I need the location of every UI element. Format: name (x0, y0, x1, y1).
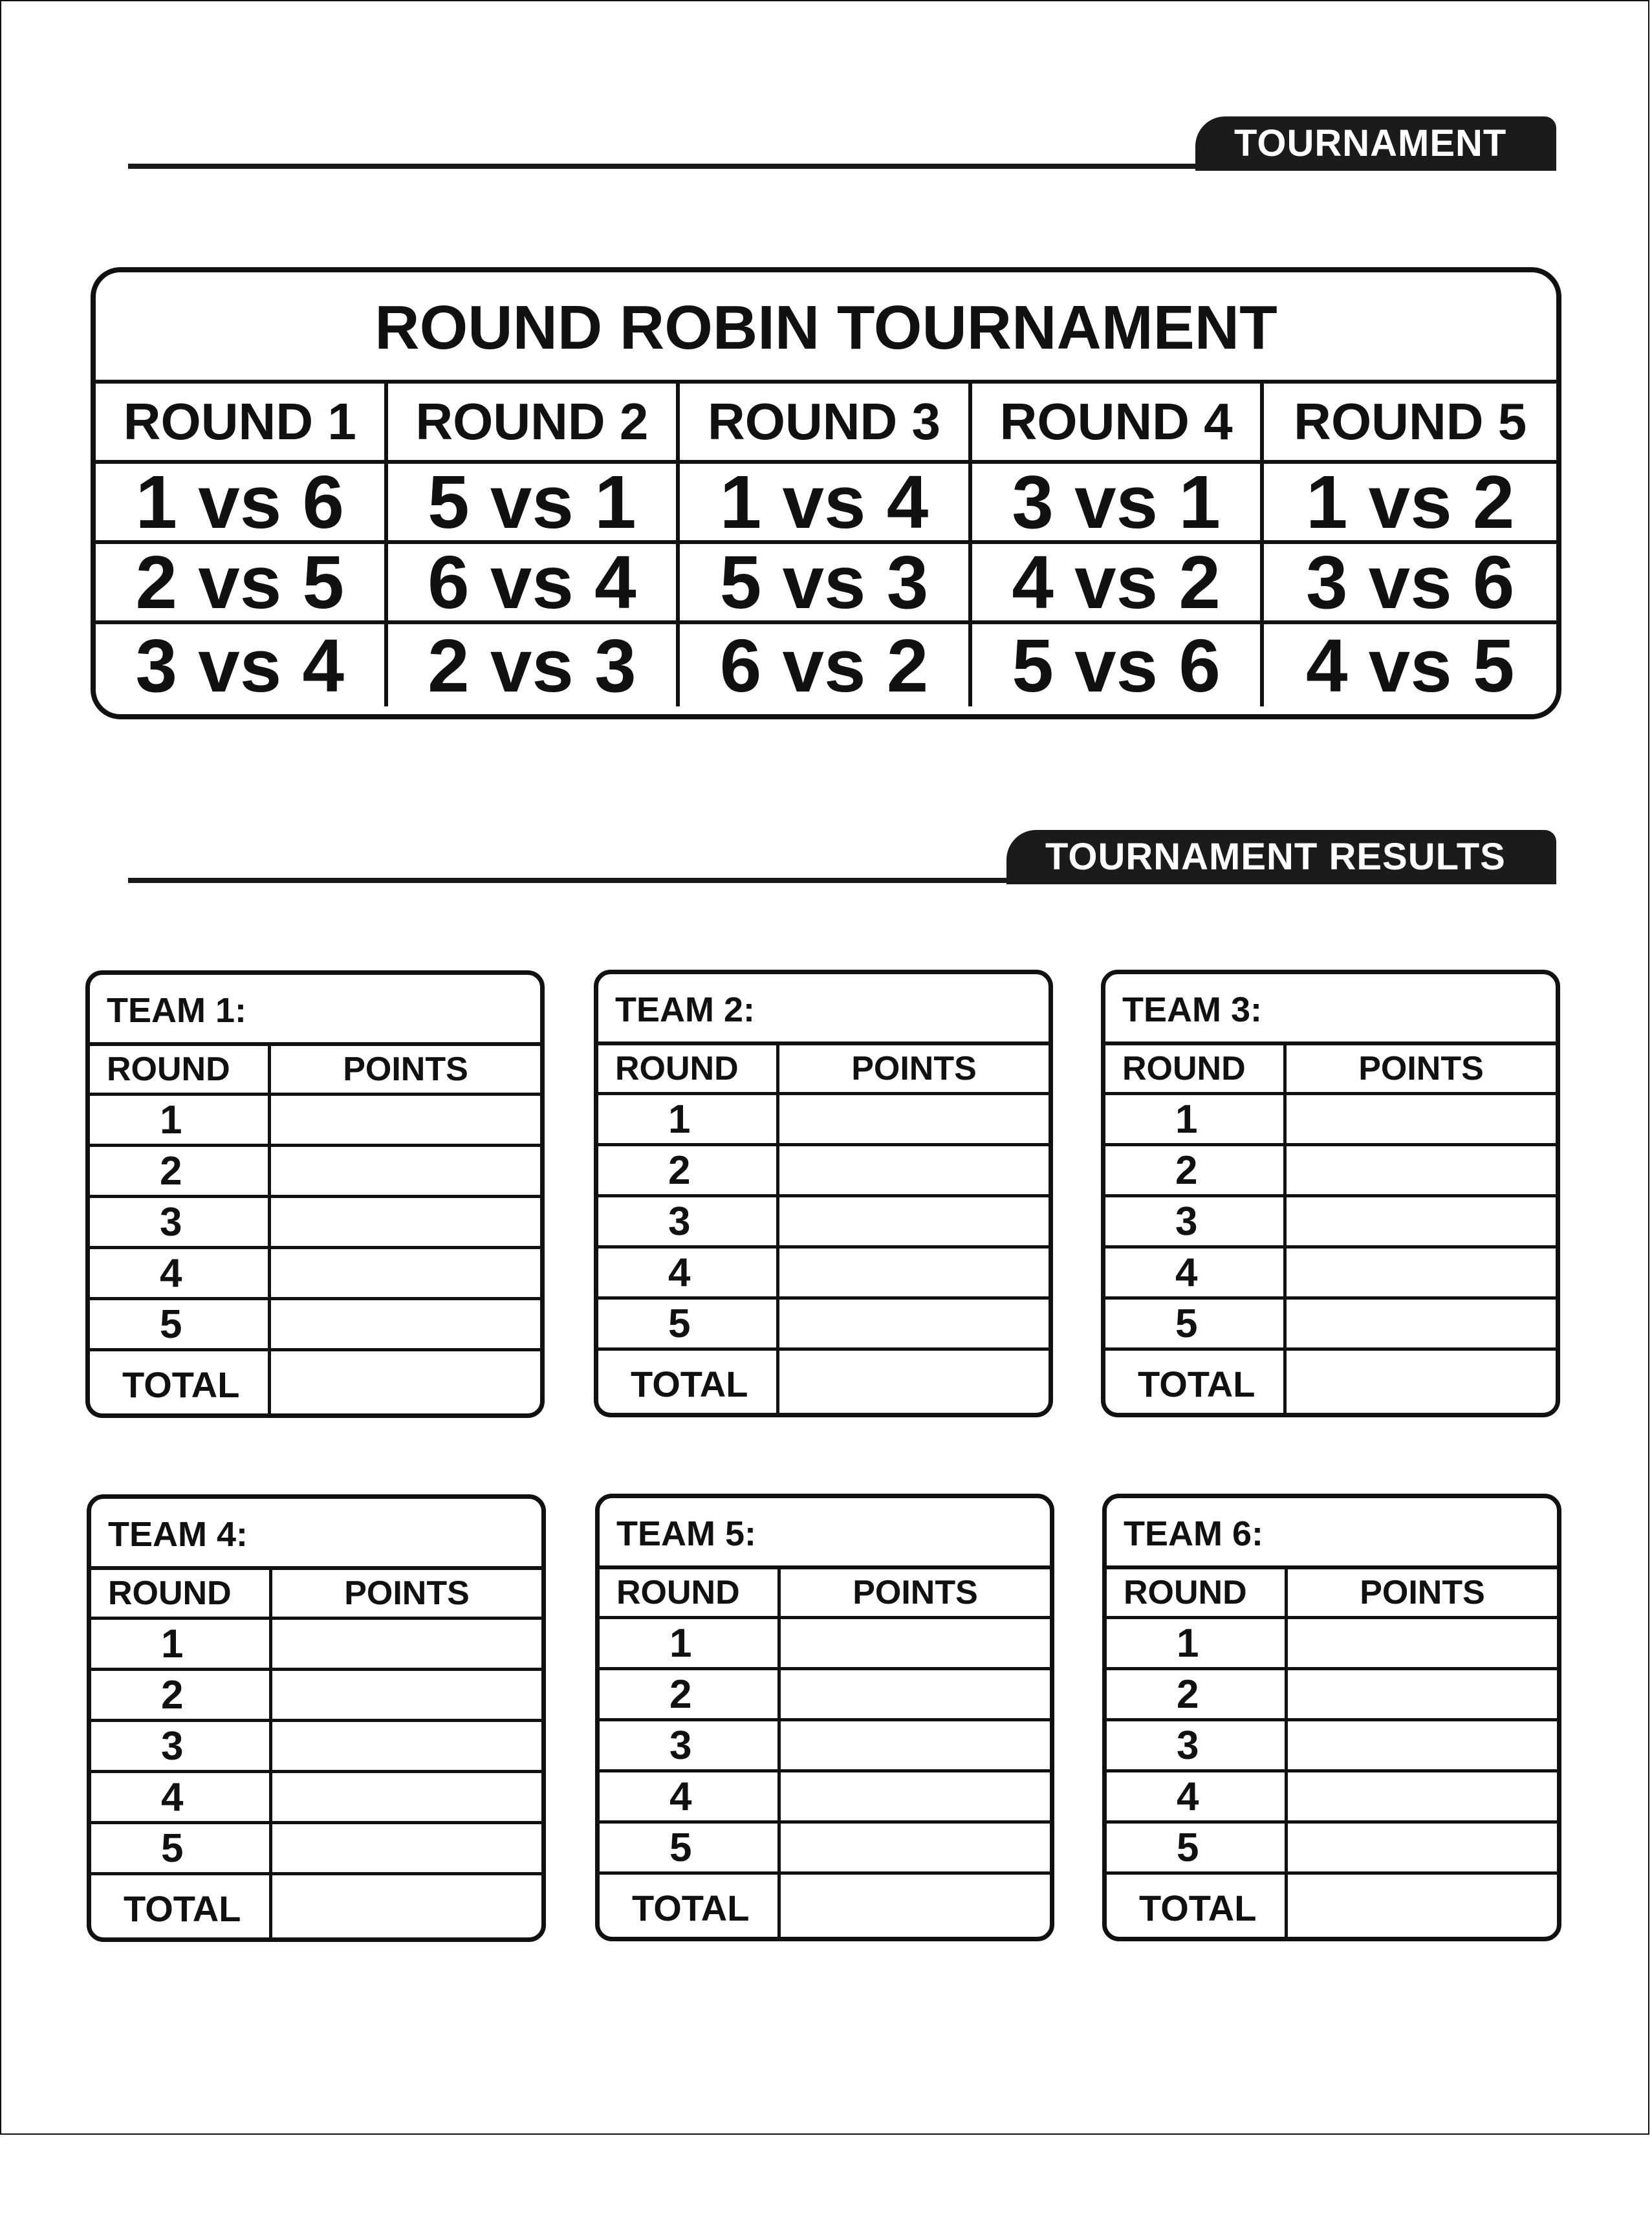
round-number: 2 (598, 1146, 779, 1197)
team-name[interactable]: TEAM 6: (1107, 1498, 1557, 1569)
round-number: 3 (90, 1198, 271, 1249)
match-cell: 5 vs 6 (972, 624, 1265, 706)
round-number: 5 (600, 1824, 781, 1875)
round-number: 1 (90, 1096, 271, 1147)
team-card (595, 1494, 1054, 1941)
match-cell: 5 vs 3 (680, 544, 972, 624)
round-number: 3 (1105, 1197, 1287, 1248)
points-table (1107, 1569, 1557, 1941)
points-entry-cell[interactable] (271, 1249, 540, 1300)
round-number: 1 (91, 1620, 272, 1671)
points-entry-cell[interactable] (781, 1670, 1050, 1721)
round-header: ROUND 1 (96, 384, 388, 464)
points-column-header: POINTS (1287, 1045, 1556, 1095)
team-name[interactable]: TEAM 5: (600, 1498, 1050, 1569)
match-cell: 1 vs 4 (680, 464, 972, 544)
points-column-header: POINTS (272, 1570, 541, 1620)
points-entry-cell[interactable] (271, 1300, 540, 1351)
total-points-cell[interactable] (271, 1351, 540, 1417)
section-tab-tournament: TOURNAMENT (1195, 116, 1556, 171)
round-number: 4 (91, 1773, 272, 1824)
points-column-header: POINTS (779, 1045, 1049, 1095)
round-header: ROUND 4 (972, 384, 1265, 464)
match-cell: 5 vs 1 (388, 464, 680, 544)
points-column-header: POINTS (1288, 1569, 1557, 1619)
total-label: TOTAL (1107, 1875, 1288, 1941)
total-label: TOTAL (91, 1875, 272, 1941)
points-entry-cell[interactable] (781, 1824, 1050, 1875)
match-cell: 3 vs 4 (96, 624, 388, 706)
team-card (85, 970, 545, 1418)
points-entry-cell[interactable] (271, 1198, 540, 1249)
round-number: 3 (600, 1721, 781, 1772)
points-table (598, 1045, 1049, 1417)
round-header: ROUND 2 (388, 384, 680, 464)
team-card (87, 1494, 546, 1942)
team-name[interactable]: TEAM 4: (91, 1499, 541, 1570)
round-number: 1 (1105, 1095, 1287, 1146)
section-tab-results: TOURNAMENT RESULTS (1006, 830, 1556, 884)
points-entry-cell[interactable] (779, 1248, 1049, 1300)
total-label: TOTAL (600, 1875, 781, 1941)
round-column-header: ROUND (1107, 1569, 1288, 1619)
points-entry-cell[interactable] (1287, 1248, 1556, 1300)
team-name[interactable]: TEAM 3: (1105, 974, 1556, 1045)
points-table (91, 1570, 541, 1941)
round-number: 4 (90, 1249, 271, 1300)
points-table (600, 1569, 1050, 1941)
points-table (90, 1046, 540, 1417)
points-entry-cell[interactable] (272, 1620, 541, 1671)
match-cell: 2 vs 5 (96, 544, 388, 624)
points-entry-cell[interactable] (272, 1824, 541, 1875)
total-label: TOTAL (90, 1351, 271, 1417)
points-entry-cell[interactable] (779, 1300, 1049, 1351)
round-number: 2 (91, 1671, 272, 1722)
points-entry-cell[interactable] (272, 1722, 541, 1773)
round-number: 5 (90, 1300, 271, 1351)
round-number: 4 (1105, 1248, 1287, 1300)
round-number: 2 (600, 1670, 781, 1721)
match-cell: 3 vs 6 (1264, 544, 1556, 624)
total-points-cell[interactable] (272, 1875, 541, 1941)
points-entry-cell[interactable] (1288, 1721, 1557, 1772)
points-entry-cell[interactable] (1287, 1146, 1556, 1197)
round-number: 4 (1107, 1772, 1288, 1824)
points-entry-cell[interactable] (781, 1619, 1050, 1670)
points-entry-cell[interactable] (1288, 1772, 1557, 1824)
points-entry-cell[interactable] (781, 1772, 1050, 1824)
round-column-header: ROUND (90, 1046, 271, 1096)
round-number: 5 (1105, 1300, 1287, 1351)
round-number: 1 (598, 1095, 779, 1146)
round-number: 1 (1107, 1619, 1288, 1670)
round-number: 2 (1105, 1146, 1287, 1197)
round-column-header: ROUND (598, 1045, 779, 1095)
round-number: 3 (598, 1197, 779, 1248)
points-entry-cell[interactable] (272, 1773, 541, 1824)
round-number: 4 (598, 1248, 779, 1300)
round-number: 5 (598, 1300, 779, 1351)
points-entry-cell[interactable] (271, 1096, 540, 1147)
total-points-cell[interactable] (1288, 1875, 1557, 1941)
match-cell: 1 vs 2 (1264, 464, 1556, 544)
points-entry-cell[interactable] (272, 1671, 541, 1722)
round-header: ROUND 3 (680, 384, 972, 464)
round-number: 3 (91, 1722, 272, 1773)
round-robin-schedule (91, 267, 1561, 719)
round-column-header: ROUND (1105, 1045, 1287, 1095)
team-name[interactable]: TEAM 1: (90, 975, 540, 1046)
round-number: 5 (91, 1824, 272, 1875)
total-points-cell[interactable] (779, 1351, 1049, 1417)
schedule-grid (96, 384, 1556, 706)
round-number: 3 (1107, 1721, 1288, 1772)
schedule-title: ROUND ROBIN TOURNAMENT (96, 272, 1556, 384)
round-header: ROUND 5 (1264, 384, 1556, 464)
points-table (1105, 1045, 1556, 1417)
points-entry-cell[interactable] (1288, 1670, 1557, 1721)
points-entry-cell[interactable] (1287, 1300, 1556, 1351)
round-number: 2 (1107, 1670, 1288, 1721)
match-cell: 6 vs 4 (388, 544, 680, 624)
round-column-header: ROUND (600, 1569, 781, 1619)
team-card (1102, 1494, 1561, 1941)
match-cell: 3 vs 1 (972, 464, 1265, 544)
round-number: 4 (600, 1772, 781, 1824)
match-cell: 4 vs 5 (1305, 623, 1515, 708)
round-number: 5 (1107, 1824, 1288, 1875)
points-entry-cell[interactable] (1287, 1095, 1556, 1146)
match-cell: 6 vs 2 (680, 624, 972, 706)
round-number: 2 (90, 1147, 271, 1198)
points-entry-cell[interactable] (1287, 1197, 1556, 1248)
team-card (1101, 970, 1560, 1417)
team-name[interactable]: TEAM 2: (598, 974, 1049, 1045)
match-cell: 1 vs 6 (96, 464, 388, 544)
total-label: TOTAL (598, 1351, 779, 1417)
round-number: 1 (600, 1619, 781, 1670)
points-entry-cell[interactable] (1288, 1619, 1557, 1670)
points-entry-cell[interactable] (781, 1721, 1050, 1772)
total-label: TOTAL (1105, 1351, 1287, 1417)
points-entry-cell[interactable] (779, 1146, 1049, 1197)
points-entry-cell[interactable] (1288, 1824, 1557, 1875)
match-cell: 2 vs 3 (388, 624, 680, 706)
points-column-header: POINTS (271, 1046, 540, 1096)
team-card (594, 970, 1053, 1417)
points-entry-cell[interactable] (779, 1095, 1049, 1146)
points-entry-cell[interactable] (779, 1197, 1049, 1248)
points-entry-cell[interactable] (271, 1147, 540, 1198)
total-points-cell[interactable] (1287, 1351, 1556, 1417)
round-column-header: ROUND (91, 1570, 272, 1620)
match-cell: 4 vs 2 (972, 544, 1265, 624)
points-column-header: POINTS (781, 1569, 1050, 1619)
total-points-cell[interactable] (781, 1875, 1050, 1941)
